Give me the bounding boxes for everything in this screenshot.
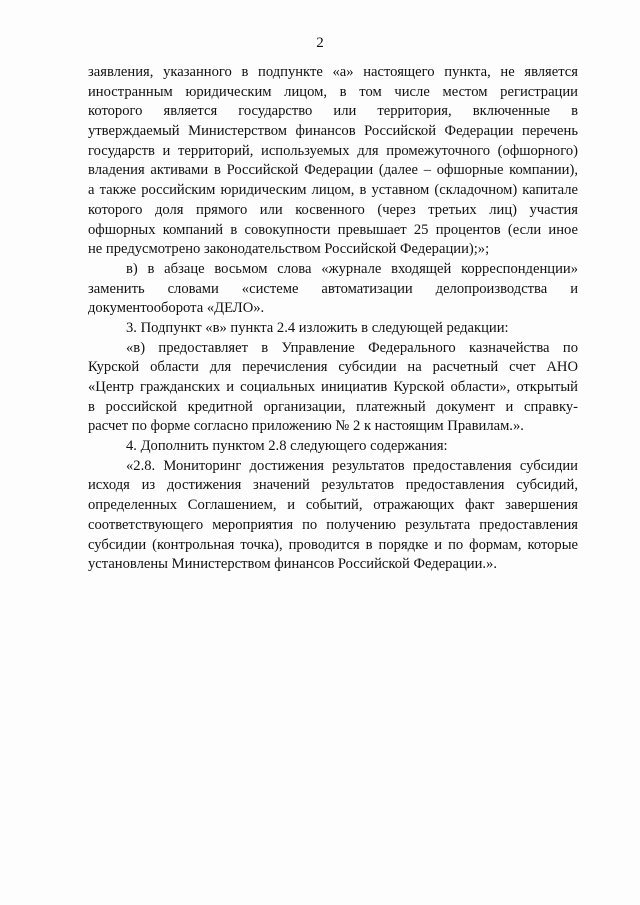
text-line: иностранным юридическим лицом, в том числе местом регистрации	[88, 83, 578, 100]
text-line: которого является государство или территория, включенные в	[88, 103, 578, 120]
text-line: 3. Подпункт «в» пункта 2.4 изложить в следующей редакции:	[126, 319, 509, 336]
text-line: владения активами в Российской Федерации (далее – офшорные компании),	[88, 162, 578, 179]
text-line: Курской области для перечисления субсидии на расчетный счет АНО	[88, 359, 578, 376]
text-line: 4. Дополнить пунктом 2.8 следующего содержания:	[126, 438, 448, 455]
text-line: «в) предоставляет в Управление Федерального казначейства по	[126, 339, 578, 356]
text-line: расчет по форме согласно приложению № 2 к настоящим Правилам.».	[88, 418, 524, 435]
text-line: субсидии (контрольная точка), проводится в порядке и по формам, которые	[88, 536, 578, 553]
text-line: «Центр гражданских и социальных инициатив Курской области», открытый	[88, 379, 578, 395]
text-line: офшорных компаний в совокупности превышает 25 процентов (если иное	[88, 221, 578, 238]
text-line: которого доля прямого или косвенного (через третьих лиц) участия	[88, 201, 578, 218]
text-line: соответствующего мероприятия по получению результата предоставления	[88, 516, 578, 533]
text-line: а также российским юридическим лицом, в уставном (складочном) капитале	[88, 182, 578, 199]
text-line: в российской кредитной организации, платежный документ и справку-	[88, 398, 578, 415]
document-body	[88, 63, 578, 575]
text-line: исходя из достижения значений результатов предоставления субсидий,	[88, 477, 578, 494]
text-line: утверждаемый Министерством финансов Российской Федерации перечень	[88, 123, 578, 140]
page-number: 2	[316, 35, 324, 51]
text-line: заменить словами «системе автоматизации делопроизводства и	[88, 280, 578, 297]
text-line: документооборота «ДЕЛО».	[88, 300, 265, 317]
text-line: в) в абзаце восьмом слова «журнале входящей корреспонденции»	[126, 260, 578, 277]
text-line: не предусмотрено законодательством Российской Федерации);»;	[88, 241, 490, 258]
text-line: государств и территорий, используемых для промежуточного (офшорного)	[88, 142, 578, 159]
text-line: заявления, указанного в подпункте «а» настоящего пункта, не является	[88, 64, 578, 80]
text-line: «2.8. Мониторинг достижения результатов предоставления субсидии	[126, 457, 578, 474]
text-line: установлены Министерством финансов Российской Федерации.».	[88, 556, 497, 573]
text-line: определенных Соглашением, и событий, отражающих факт завершения	[88, 497, 578, 514]
